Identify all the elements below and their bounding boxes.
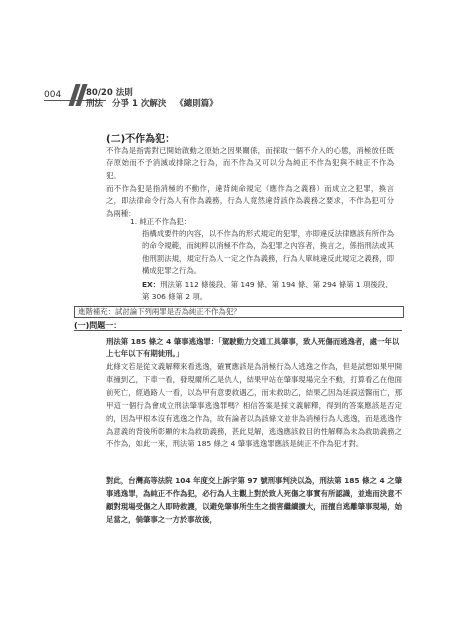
subject-label: 刑法 [86, 99, 104, 109]
volume-label: 《總則篇》 [175, 99, 218, 109]
advanced-note-box: 進階補充：試討論下列兩罪是否為純正不作為犯？ [74, 306, 404, 318]
holding-text: 對此，台灣高等法院 104 年度交上訴字第 97 號刑事判決以為，刑法第 185 條之 4 之肇事逃逸罪，為純正不作為犯，必行為人主觀上對於致人死傷之事實有所認識，並進而決意不顧對現場受傷之人即時救護，以避免肇事所生生之損害繼續擴大，而擅自逃離肇事現場，始足當之，倘肇事之一方於事故後， [106, 476, 402, 524]
question-divider [74, 330, 402, 331]
provision-text: 刑法第 185 條之 4 肇事逃逸罪：「駕駛動力交通工具肇事，致人死傷而逃逸者，處一年以上七年以下有期徒刑。」 [106, 337, 400, 359]
example-line [142, 279, 394, 304]
item-heading: 1. 純正不作為犯： [130, 217, 192, 226]
page-number: 004 [44, 90, 62, 100]
item-body: 指構成要件的內容，以不作為的形式規定的犯罪，亦即違反法律應該有所作為的命令規範，而純粹以消極不作為，為犯罪之內容者，換言之，係指刑法或其他刑罰法規，規定行為人一定之作為義務，行為人單純違反此規定之義務，即構成犯罪之行為。 [142, 229, 394, 275]
section-title: (二)不作為犯： [106, 134, 176, 145]
example-label: EX： [142, 280, 161, 289]
paragraph-omission: 而不作為犯是指消極的不動作，違背純命規定（應作為之義務）而成立之犯罪，換言之，即法律命令行為人有作為義務，行為人竟然違背該作為義務之要求，不作為犯可分為兩種： [106, 184, 394, 218]
chapter-label: 分爭 1 次解決 [111, 99, 167, 109]
example-text: 刑法第 112 條後段、第 149 條、第 194 條、第 294 條第 1 項後段、第 306 條第 2 項。 [142, 280, 393, 302]
analysis-text: 此條文若是從文義解釋來看逃逸，確實應該是為消極行為人逃逸之作為，但是試想如果甲開車撞到乙，下車一看，發現爾所乙是仇人，結果甲站在肇事現場完全不動，打算看乙在他面前死亡，經過路人一看，以為甲有意要救遇乙，而未救助乙，結果乙因為延誤送醫而亡，那甲這一個行為會成立刑法肇事逃逸罪嗎？相信答案是採文義解釋，得到的答案應該是否定的，因為甲根本沒有逃逸之作為，故有論者以為該條文並非為消極行為人逃逸，而是逃逸作為意義的背後所彰顯的未為救助義務，甚此見解，逃逸應該救目的性解釋為未為救助義務之不作為，如此一來，刑法第 185 條之 4 肇事逃逸罪應該是純正不作為犯才對。 [106, 362, 402, 449]
series-label: 80/20 法則 [86, 88, 133, 98]
book-title [86, 97, 224, 109]
paragraph-definition: 不作為是指需對已開始啟動之原始之因果關係，而採取一個不介入的心態，消極放任既存原始而不予消滅或排除之行為，而不作為又可以分為純正不作為犯與不純正不作為犯。 [106, 146, 394, 180]
question-heading: (一)問題一： [74, 321, 122, 330]
